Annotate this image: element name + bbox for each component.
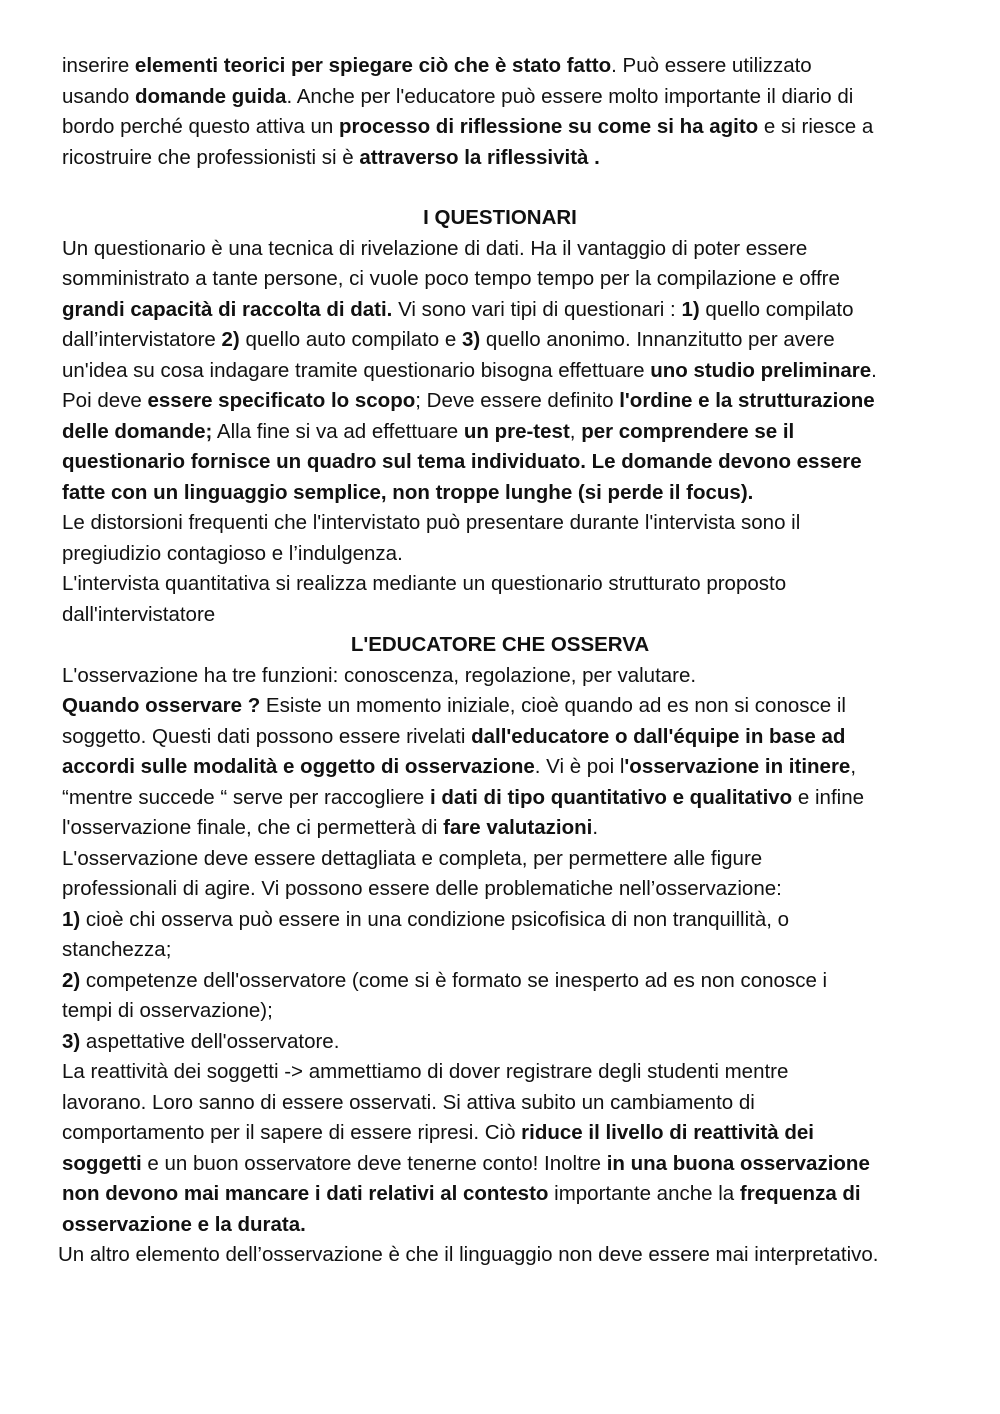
text: un'idea su cosa indagare tramite questionario bisogna effettuare [62,358,651,382]
educatore-line [62,813,938,844]
questionari-line [62,386,938,417]
text: Un altro elemento dell’osservazione è che il linguaggio non deve essere mai interpretativo. [58,1243,879,1266]
text: ricostruire che professionisti si è [62,145,360,169]
bold-text: fare valutazioni [443,816,593,839]
text: ; Deve essere definito [415,389,620,412]
bold-text: l'ordine e la strutturazione [619,389,875,412]
educatore-line [58,1240,938,1271]
bold-text: 2) [221,328,240,351]
bold-text: 2) [62,968,81,992]
educatore-line [62,905,938,936]
text: quello anonimo. Innanzitutto per avere [480,328,835,351]
educatore-line [62,874,938,905]
bold-text: grandi capacità di raccolta di dati. [62,297,393,321]
bold-text: Quando osservare ? [62,694,261,717]
text: lavorano. Loro sanno di essere osservati. Si attiva subito un cambiamento di [62,1090,755,1114]
text: inserire [62,54,135,77]
text: pregiudizio contagioso e l’indulgenza. [62,541,403,565]
bold-text: fatte con un linguaggio semplice, non troppe lunghe (si perde il focus). [62,480,754,504]
bold-text: per comprendere se il [581,419,795,443]
bold-text: non devono mai mancare i dati relativi al contesto [62,1182,549,1205]
text: dall’intervistatore [62,328,222,351]
educatore-line [62,783,938,814]
bold-text: 1) [62,907,81,931]
bold-text: delle domande; [62,419,213,443]
intro-line [62,82,938,113]
bold-text: soggetti [62,1151,142,1175]
text: L'osservazione ha tre funzioni: conoscenza, regolazione, per valutare. [62,663,697,687]
text: aspettative dell'osservatore. [80,1029,340,1053]
questionari-line [62,417,938,448]
text: “mentre succede “ serve per raccogliere [62,785,431,809]
text: stanchezza; [62,938,172,961]
bold-text: uno studio preliminare [650,358,872,382]
text: Le distorsioni frequenti che l'intervistato può presentare durante l'intervista sono il [62,511,801,534]
bold-text: attraverso la riflessività . [359,145,600,169]
bold-text: frequenza di [739,1182,861,1205]
questionari-line [62,356,938,387]
bold-text: un pre-test [463,419,570,443]
text: somministrato a tante persone, ci vuole poco tempo tempo per la compilazione e offre [62,267,840,290]
bold-text: accordi sulle modalità e oggetto di osservazione [62,755,535,778]
text: usando [62,84,135,108]
educatore-line [62,722,938,753]
text: quello auto compilato e [239,328,462,351]
questionari-line [62,447,938,478]
text: l'osservazione finale, che ci permetterà di [62,816,444,839]
text: Alla fine si va ad effettuare [212,419,464,443]
questionari-line [62,600,938,631]
questionari-line [62,325,938,356]
educatore-line [62,1057,938,1088]
bold-text: 3) [62,1029,81,1053]
text: competenze dell'osservatore (come si è formato se inesperto ad es non conosce i [80,968,828,992]
text: e un buon osservatore deve tenerne conto! Inoltre [141,1151,607,1175]
educatore-line [62,996,938,1027]
questionari-line [62,478,938,509]
text: tempi di osservazione); [62,999,273,1022]
bold-text: 1) [681,297,700,321]
text: professionali di agire. Vi possono essere delle problematiche nell’osservazione: [62,877,782,900]
text: Vi sono vari tipi di questionari : [392,297,682,321]
educatore-line [62,1118,938,1149]
text: e si riesce a [758,115,874,138]
questionari-paragraph [62,234,938,631]
intro-paragraph [62,51,938,173]
text: . Può essere utilizzato [611,54,812,77]
text: dall'intervistatore [62,602,216,626]
bold-text: dall'educatore o dall'équipe in base ad [471,724,846,748]
text: L'intervista quantitativa si realizza mediante un questionario strutturato proposto [62,572,787,595]
text: . Anche per l'educatore può essere molto importante il diario di [286,84,854,108]
text: importante anche la [548,1182,740,1205]
educatore-line [62,691,938,722]
bold-text: processo di riflessione su come si ha agito [338,115,759,138]
text: . Vi è poi l [534,755,625,778]
bold-text: in una buona osservazione [606,1151,870,1175]
text: soggetto. Questi dati possono essere rivelati [62,724,472,748]
text: bordo perché questo attiva un [62,115,339,138]
questionari-line [62,569,938,600]
text: quello compilato [699,297,854,321]
text: . [592,816,599,839]
questionari-line [62,295,938,326]
text: La reattività dei soggetti -> ammettiamo di dover registrare degli studenti mentre [62,1060,789,1083]
spacer [62,173,938,203]
bold-text: 'osservazione in itinere [624,755,851,778]
text: Un questionario è una tecnica di rivelazione di dati. Ha il vantaggio di poter essere [62,236,808,260]
bold-text: elementi teorici per spiegare ciò che è stato fatto [134,54,612,77]
bold-text: essere specificato lo scopo [147,389,416,412]
text: L'osservazione deve essere dettagliata e completa, per permettere alle figure [62,846,763,870]
section-heading-educatore: L'EDUCATORE CHE OSSERVA [350,633,650,656]
educatore-line [62,661,938,692]
text: cioè chi osserva può essere in una condizione psicofisica di non tranquillità, o [80,907,790,931]
text: comportamento per il sapere di essere ripresi. Ciò [62,1121,522,1144]
intro-line [62,51,938,82]
educatore-line [62,1027,938,1058]
educatore-line [62,752,938,783]
intro-line [62,143,938,174]
educatore-paragraph [58,661,938,1271]
educatore-line [62,966,938,997]
text: , [850,755,857,778]
text: Poi deve [62,389,148,412]
educatore-line [62,1149,938,1180]
bold-text: osservazione e la durata. [62,1212,306,1236]
questionari-line [62,539,938,570]
questionari-line [62,508,938,539]
section-heading-questionari: I QUESTIONARI [423,206,577,229]
bold-text: i dati di tipo quantitativo e qualitativo [430,785,793,809]
bold-text: questionario fornisce un quadro sul tema individuato. Le domande devono essere [62,450,862,473]
educatore-line [62,1179,938,1210]
bold-text: 3) [461,328,481,351]
text: e infine [792,785,865,809]
questionari-line [62,234,938,265]
questionari-line [62,264,938,295]
text: . [871,358,877,382]
intro-line [62,112,938,143]
bold-text: domande guida [134,84,287,108]
text: , [569,419,582,443]
bold-text: riduce il livello di reattività dei [521,1121,814,1144]
educatore-line [62,844,938,875]
educatore-line [62,1088,938,1119]
educatore-line [62,1210,938,1241]
educatore-line [62,935,938,966]
text: Esiste un momento iniziale, cioè quando ad es non si conosce il [260,694,846,717]
